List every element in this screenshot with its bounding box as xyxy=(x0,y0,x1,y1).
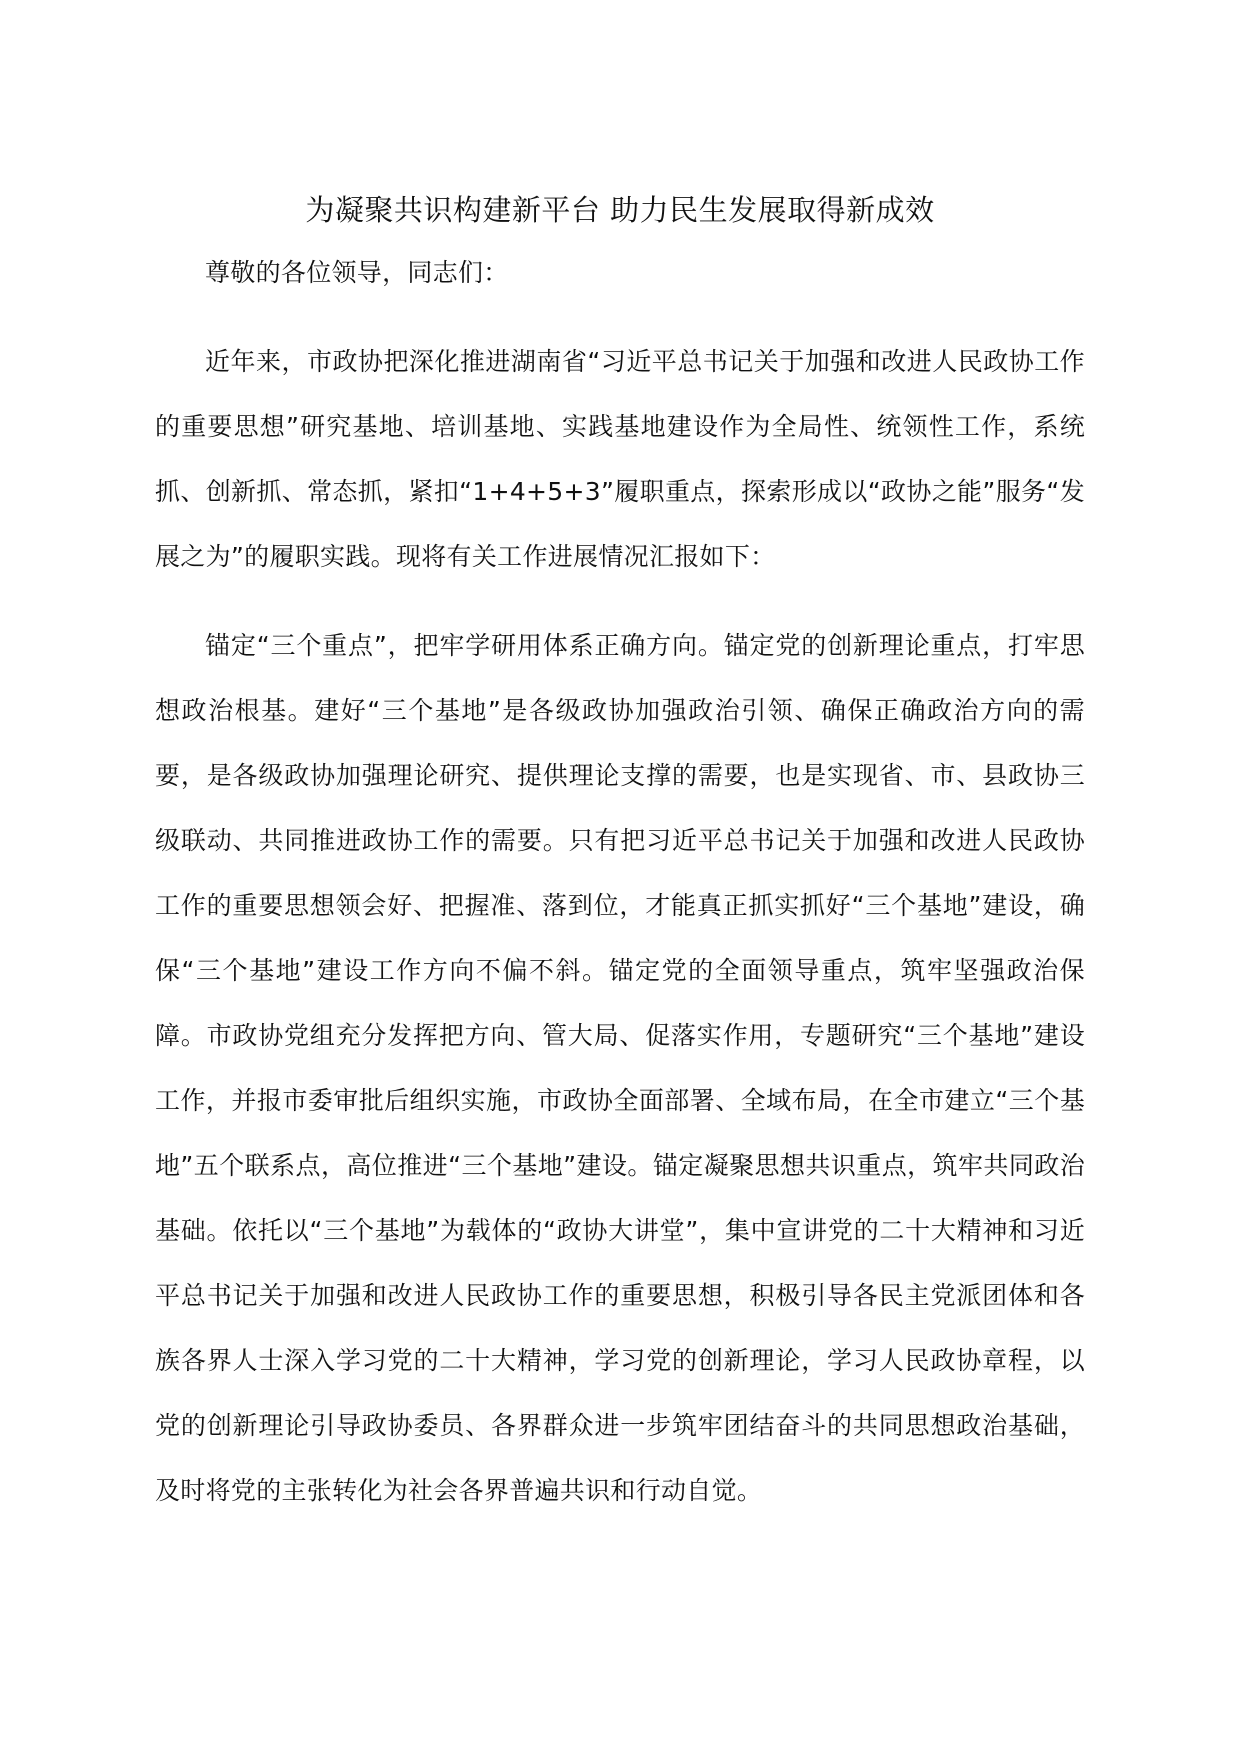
document-body xyxy=(155,240,1085,1547)
document-title: 为凝聚共识构建新平台 助力民生发展取得新成效 xyxy=(305,193,935,227)
paragraph-intro: 近年来，市政协把深化推进湖南省“习近平总书记关于加强和改进人民政协工作的重要思想”研究基地、培训基地、实践基地建设作为全局性、统领性工作，系统抓、创新抓、常态抓，紧扣“1+4+5+3”履职重点，探索形成以“政协之能”服务“发展之为”的履职实践。现将有关工作进展情况汇报如下： xyxy=(155,347,1085,571)
paragraph-section-one: 锚定“三个重点”，把牢学研用体系正确方向。锚定党的创新理论重点，打牢思想政治根基。建好“三个基地”是各级政协加强政治引领、确保正确政治方向的需要，是各级政协加强理论研究、提供理论支撑的需要，也是实现省、市、县政协三级联动、共同推进政协工作的需要。只有把习近平总书记关于加强和改进人民政协工作的重要思想领会好、把握准、落到位，才能真正抓实抓好“三个基地”建设，确保“三个基地”建设工作方向不偏不斜。锚定党的全面领导重点，筑牢坚强政治保障。市政协党组充分发挥把方向、管大局、促落实作用，专题研究“三个基地”建设工作，并报市委审批后组织实施，市政协全面部署、全域布局，在全市建立“三个基地”五个联系点，高位推进“三个基地”建设。锚定凝聚思想共识重点，筑牢共同政治基础。依托以“三个基地”为载体的“政协大讲堂”，集中宣讲党的二十大精神和习近平总书记关于加强和改进人民政协工作的重要思想，积极引导各民主党派团体和各族各界人士深入学习党的二十大精神，学习党的创新理论，学习人民政协章程，以党的创新理论引导政协委员、各界群众进一步筑牢团结奋斗的共同思想政治基础，及时将党的主张转化为社会各界普遍共识和行动自觉。 xyxy=(155,631,1085,1505)
greeting-line: 尊敬的各位领导，同志们： xyxy=(205,258,509,287)
